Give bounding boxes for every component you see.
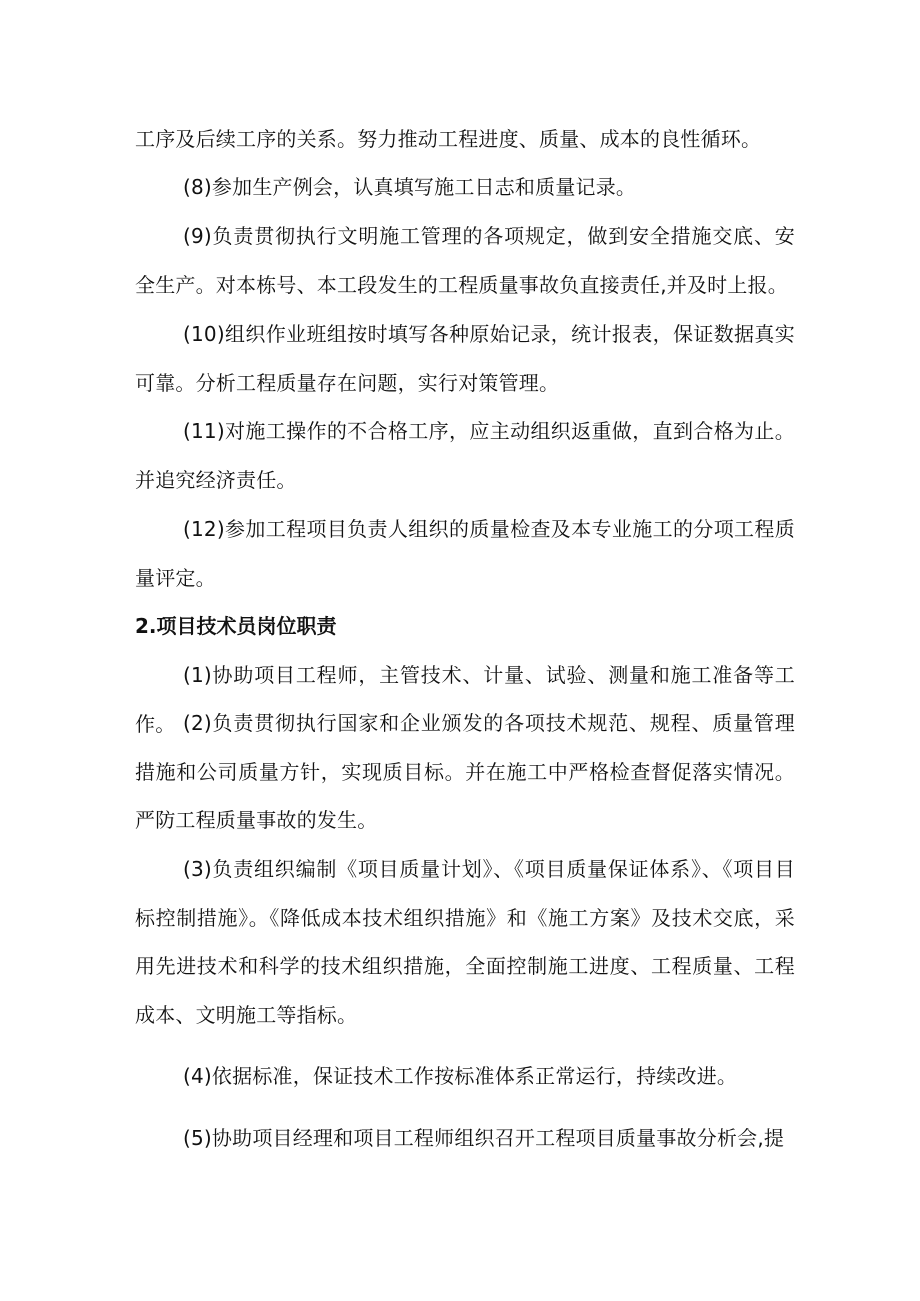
- paragraph-tech-item-5: (5)协助项目经理和项目工程师组织召开工程项目质量事故分析会,提: [183, 1126, 785, 1150]
- paragraph-item-10: (10)组织作业班组按时填写各种原始记录，统计报表，保证数据真实可靠。分析工程质量存在问题，实行对策管理。: [135, 322, 795, 395]
- paragraph-tech-item-4: (4)依据标准，保证技术工作按标准体系正常运行，持续改进。: [183, 1064, 738, 1088]
- paragraph-item-8: (8)参加生产例会，认真填写施工日志和质量记录。: [183, 175, 637, 199]
- section-heading: 2.项目技术员岗位职责: [135, 614, 337, 638]
- paragraph-tech-item-1: (1)协助项目工程师，主管技术、计量、试验、测量和施工准备等工作。: [135, 663, 795, 736]
- paragraph-item-11: (11)对施工操作的不合格工序，应主动组织返重做，直到合格为止。并追究经济责任。: [135, 419, 795, 492]
- paragraph-continuation: 工序及后续工序的关系。努力推动工程进度、质量、成本的良性循环。: [135, 127, 762, 151]
- paragraph-item-9: (9)负责贯彻执行文明施工管理的各项规定，做到安全措施交底、安全生产。对本栋号、本工段发生的工程质量事故负直接责任,并及时上报。: [135, 224, 795, 297]
- paragraph-tech-item-3: (3)负责组织编制《项目质量计划》、《项目质量保证体系》、《项目目标控制措施》。《降低成本技术组织措施》和《施工方案》及技术交底，采用先进技术和科学的技术组织措施，全面控制施工进度、工程质量、工程成本、文明施工等指标。: [135, 857, 795, 1027]
- paragraph-item-12: (12)参加工程项目负责人组织的质量检查及本专业施工的分项工程质量评定。: [135, 517, 795, 590]
- paragraph-tech-item-2: (2)负责贯彻执行国家和企业颁发的各项技术规范、规程、质量管理措施和公司质量方针，实现质目标。并在施工中严格检查督促落实情况。严防工程质量事故的发生。: [135, 711, 795, 832]
